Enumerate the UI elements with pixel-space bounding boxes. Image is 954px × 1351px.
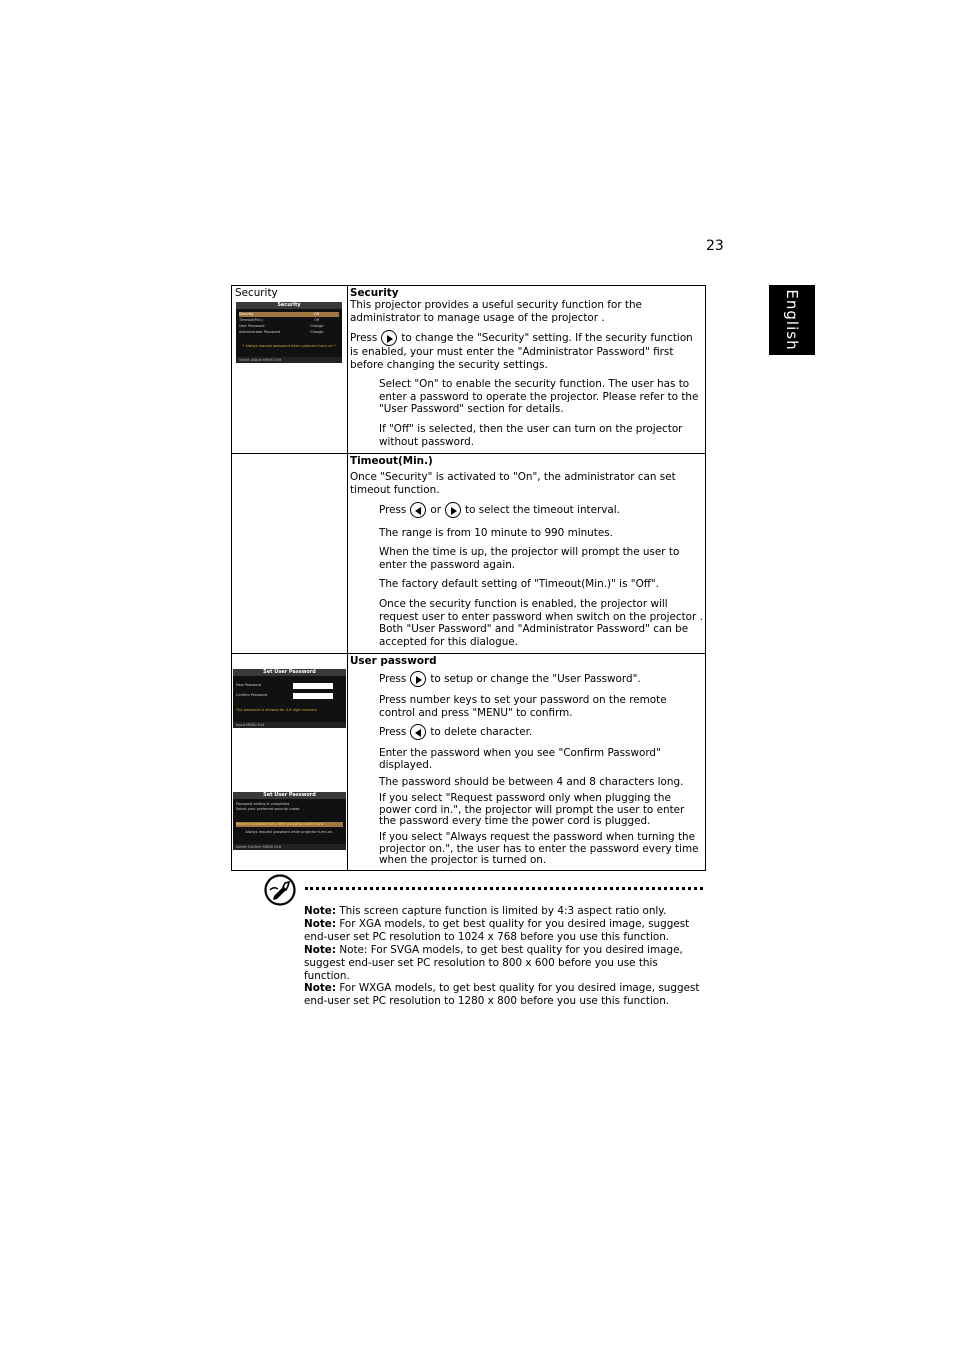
language-tab-label: English bbox=[783, 289, 801, 351]
password-mode-screenshot bbox=[233, 792, 346, 850]
user-password-length-text: The password should be between 4 and 8 characters long. bbox=[379, 776, 684, 788]
user-password-confirm-text: Enter the password when you see "Confirm Password" displayed. bbox=[379, 747, 661, 771]
screenshot-title: Security bbox=[236, 302, 342, 309]
timeout-intro: Once "Security" is activated to "On", the administrator can set timeout function. bbox=[350, 471, 676, 496]
security-heading: Security bbox=[350, 287, 399, 299]
screenshot-message: The password is allowed for 4-8 digit numbers bbox=[236, 708, 317, 712]
user-password-delete-text: Press to delete character. bbox=[379, 726, 533, 738]
column-divider bbox=[347, 286, 348, 870]
screenshot-input bbox=[293, 693, 333, 699]
screenshot-footer: Select Adjust MENU Exit bbox=[236, 357, 342, 363]
user-password-request-text: If you select "Request password only when plugging the power cord in.", the projector will prompt the user to enter the password every time the power cord is plugged. bbox=[379, 792, 685, 828]
timeout-press-text: Press or to select the timeout interval. bbox=[379, 504, 620, 516]
screenshot-option: Request password only after plugging power cord. bbox=[236, 822, 343, 827]
timeout-heading: Timeout(Min.) bbox=[350, 455, 433, 467]
screenshot-footer: Select Confirm MENU Exit bbox=[233, 844, 346, 850]
screenshot-label: Confirm Password bbox=[236, 693, 268, 697]
set-password-screenshot bbox=[233, 669, 346, 728]
security-row-label: Security bbox=[235, 287, 278, 299]
timeout-default-text: The factory default setting of "Timeout(Min.)" is "Off". bbox=[379, 578, 659, 590]
right-arrow-icon bbox=[410, 671, 426, 687]
note-item: Note: This screen capture function is limited by 4:3 aspect ratio only. bbox=[304, 905, 667, 917]
security-intro: This projector provides a useful security function for the administrator to manage usage of the projector . bbox=[350, 299, 642, 324]
user-password-press-text: Press to setup or change the "User Password". bbox=[379, 673, 641, 685]
page-number: 23 bbox=[706, 238, 724, 254]
screenshot-line: Password setting is completed. bbox=[236, 802, 291, 806]
security-on-text: Select "On" to enable the security function. The user has to enter a password to operate the projector. Please refer to the "User Password" section for details. bbox=[379, 378, 699, 416]
security-press-text: Press to change the "Security" setting. If the security function is enabled, your must enter the "Administrator Password" first before changing the security settings. bbox=[350, 332, 693, 372]
note-item: Note: For XGA models, to get best quality for you desired image, suggest end-user set PC resolution to 1024 x 768 before you use this function. bbox=[304, 917, 690, 943]
left-arrow-icon bbox=[410, 724, 426, 740]
screenshot-input bbox=[293, 683, 333, 689]
screenshot-title: Set User Password bbox=[233, 792, 346, 799]
right-arrow-icon bbox=[381, 330, 397, 346]
right-arrow-icon bbox=[445, 502, 461, 518]
security-menu-screenshot bbox=[236, 302, 342, 363]
screenshot-menu-item: User Password Change bbox=[239, 324, 324, 328]
security-off-text: If "Off" is selected, then the user can turn on the projector without password. bbox=[379, 423, 683, 448]
row-divider bbox=[232, 653, 705, 654]
screenshot-title: Set User Password bbox=[233, 669, 346, 676]
screenshot-line: Select your preferred security mode. bbox=[236, 807, 301, 811]
timeout-range-text: The range is from 10 minute to 990 minutes. bbox=[379, 527, 613, 539]
screenshot-option: Always request password while projector turns on. bbox=[245, 830, 334, 834]
screenshot-message: * Always request password when projector turns on * bbox=[242, 344, 336, 348]
user-password-keys-text: Press number keys to set your password on the remote control and press "MENU" to confirm. bbox=[379, 694, 667, 719]
row-divider bbox=[232, 453, 705, 454]
screenshot-menu-item: Timeout(Min.) Off bbox=[239, 318, 320, 322]
screenshot-menu-item: Administrator Password Change bbox=[239, 330, 324, 334]
screenshot-footer: Input MENU Exit bbox=[233, 722, 346, 728]
language-tab bbox=[769, 285, 815, 355]
note-separator bbox=[305, 887, 703, 890]
notes-block bbox=[304, 905, 704, 1008]
timeout-expire-text: When the time is up, the projector will prompt the user to enter the password again. bbox=[379, 546, 680, 571]
note-pen-icon bbox=[264, 874, 296, 906]
screenshot-menu-item: Security Off bbox=[239, 312, 339, 317]
screenshot-label: New Password bbox=[236, 683, 262, 687]
note-item: Note: Note: For SVGA models, to get best quality for you desired image, suggest end-user set PC resolution to 800 x 600 before you use this function. bbox=[304, 943, 683, 982]
settings-table bbox=[231, 285, 706, 871]
note-item: Note: For WXGA models, to get best quality for you desired image, suggest end-user set PC resolution to 1280 x 800 before you use this function. bbox=[304, 982, 700, 1008]
user-password-heading: User password bbox=[350, 655, 437, 667]
timeout-enabled-text: Once the security function is enabled, the projector will request user to enter password when switch on the projector . Both "User Password" and "Administrator Password" can be accepted for this dialogue. bbox=[379, 598, 703, 648]
user-password-always-text: If you select "Always request the password when turning the projector on.", the user has to enter the password every time when the projector is turned on. bbox=[379, 831, 699, 867]
left-arrow-icon bbox=[410, 502, 426, 518]
